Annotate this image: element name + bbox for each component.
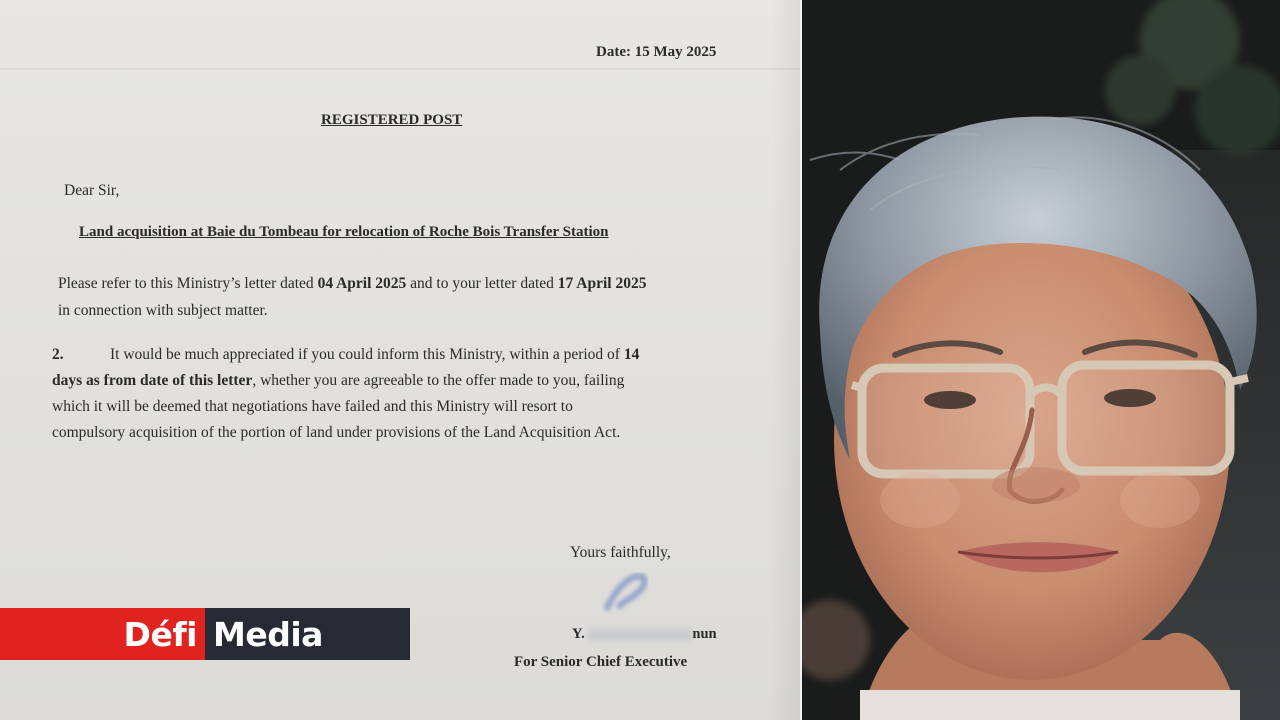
paragraph-1-line-2: in connection with subject matter.	[58, 302, 268, 319]
blurred-signature	[592, 572, 662, 616]
date-bold: 04 April 2025	[317, 275, 407, 292]
logo-dark-block	[205, 608, 410, 660]
portrait-photo	[800, 0, 1280, 720]
portrait-illustration	[800, 0, 1280, 720]
text-run: It would be much appreciated if you could inform this Ministry, within a period of	[110, 346, 624, 363]
text-bold: 14	[623, 346, 640, 363]
logo-red-block	[0, 608, 205, 660]
letter-subject: Land acquisition at Baie du Tombeau for relocation of Roche Bois Transfer Station	[79, 224, 609, 240]
letter-date: Date: 15 May 2025	[596, 44, 717, 60]
logo-word-media: Media	[213, 614, 323, 654]
paragraph-2-line-2	[52, 368, 639, 394]
paragraph-number: 2.	[52, 346, 64, 363]
text-run: and to your letter dated	[406, 275, 558, 292]
text-run: Please refer to this Ministry’s letter dated	[58, 275, 318, 292]
paragraph-2-line-1	[52, 342, 639, 368]
salutation: Dear Sir,	[64, 182, 120, 199]
paragraph-2-line-4: compulsory acquisition of the portion of land under provisions of the Land Acquisition Act.	[52, 424, 621, 441]
paragraph-2-line-3: which it will be deemed that negotiations have failed and this Ministry will resort to	[52, 398, 573, 415]
registered-post-heading: REGISTERED POST	[321, 112, 463, 128]
defi-media-logo	[0, 608, 410, 660]
redacted-name	[588, 628, 692, 642]
signer-name	[572, 626, 717, 643]
paragraph-2	[52, 342, 639, 446]
paragraph-1-line-1	[58, 270, 646, 297]
paragraph-1	[58, 270, 646, 324]
signer-initial: Y.	[572, 626, 585, 642]
closing: Yours faithfully,	[570, 544, 671, 561]
text-run: , whether you are agreeable to the offer made to you, failing	[252, 372, 625, 389]
signer-title: For Senior Chief Executive	[514, 654, 688, 670]
signer-suffix: nun	[692, 626, 717, 642]
panel-divider	[800, 0, 802, 720]
logo-word-defi: Défi	[123, 614, 197, 654]
text-bold: days as from date of this letter	[52, 372, 253, 389]
date-bold: 17 April 2025	[557, 275, 647, 292]
